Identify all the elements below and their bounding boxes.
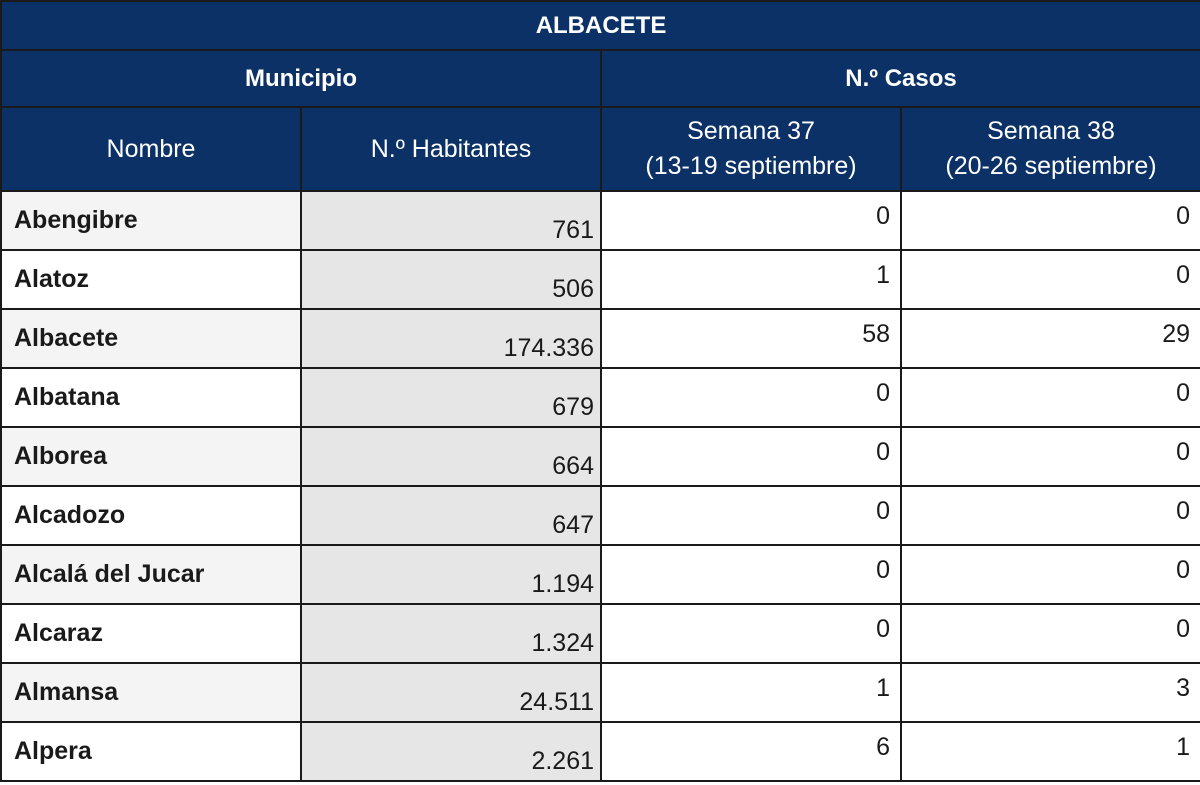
cell-semana38: 0 bbox=[901, 486, 1200, 545]
cell-nombre: Albatana bbox=[1, 368, 301, 427]
cell-semana37: 0 bbox=[601, 545, 901, 604]
cell-habitantes: 1.194 bbox=[301, 545, 601, 604]
table-row bbox=[1, 722, 1200, 781]
cell-habitantes: 647 bbox=[301, 486, 601, 545]
cell-semana38: 0 bbox=[901, 604, 1200, 663]
cell-habitantes: 679 bbox=[301, 368, 601, 427]
cell-nombre: Alcaraz bbox=[1, 604, 301, 663]
group-header-row bbox=[1, 50, 1200, 107]
cell-semana37: 1 bbox=[601, 250, 901, 309]
cell-nombre: Alcalá del Jucar bbox=[1, 545, 301, 604]
cell-habitantes: 2.261 bbox=[301, 722, 601, 781]
cell-semana37: 1 bbox=[601, 663, 901, 722]
cell-semana38: 3 bbox=[901, 663, 1200, 722]
group-header-municipio: Municipio bbox=[1, 50, 601, 107]
cell-semana38: 29 bbox=[901, 309, 1200, 368]
cell-semana38: 0 bbox=[901, 191, 1200, 250]
cell-nombre: Alborea bbox=[1, 427, 301, 486]
cell-habitantes: 664 bbox=[301, 427, 601, 486]
semana38-label: Semana 38 bbox=[987, 117, 1115, 145]
semana38-dates: (20-26 septiembre) bbox=[945, 152, 1157, 180]
title-row bbox=[1, 1, 1200, 50]
cell-semana37: 0 bbox=[601, 368, 901, 427]
column-header-row bbox=[1, 107, 1200, 191]
table-row bbox=[1, 604, 1200, 663]
table-row bbox=[1, 486, 1200, 545]
semana37-dates: (13-19 septiembre) bbox=[645, 152, 857, 180]
group-header-casos: N.º Casos bbox=[601, 50, 1200, 107]
cell-habitantes: 1.324 bbox=[301, 604, 601, 663]
column-header-semana37 bbox=[601, 107, 901, 191]
cell-semana37: 0 bbox=[601, 191, 901, 250]
column-header-semana38 bbox=[901, 107, 1200, 191]
cell-semana38: 0 bbox=[901, 545, 1200, 604]
table-row bbox=[1, 427, 1200, 486]
cell-semana37: 0 bbox=[601, 427, 901, 486]
cell-semana37: 58 bbox=[601, 309, 901, 368]
table-body bbox=[1, 191, 1200, 781]
cell-habitantes: 506 bbox=[301, 250, 601, 309]
semana37-label: Semana 37 bbox=[687, 117, 815, 145]
table-row bbox=[1, 309, 1200, 368]
cell-habitantes: 24.511 bbox=[301, 663, 601, 722]
cell-nombre: Almansa bbox=[1, 663, 301, 722]
cell-nombre: Alcadozo bbox=[1, 486, 301, 545]
cell-semana37: 0 bbox=[601, 604, 901, 663]
cell-semana37: 6 bbox=[601, 722, 901, 781]
column-header-nombre: Nombre bbox=[1, 107, 301, 191]
cell-semana38: 0 bbox=[901, 368, 1200, 427]
table-row bbox=[1, 250, 1200, 309]
column-header-habitantes: N.º Habitantes bbox=[301, 107, 601, 191]
cell-nombre: Alatoz bbox=[1, 250, 301, 309]
cell-semana37: 0 bbox=[601, 486, 901, 545]
cell-nombre: Abengibre bbox=[1, 191, 301, 250]
table-row bbox=[1, 368, 1200, 427]
cell-semana38: 1 bbox=[901, 722, 1200, 781]
cell-semana38: 0 bbox=[901, 427, 1200, 486]
table-row bbox=[1, 545, 1200, 604]
cell-habitantes: 761 bbox=[301, 191, 601, 250]
table-header bbox=[1, 1, 1200, 191]
province-title: ALBACETE bbox=[1, 1, 1200, 50]
cell-nombre: Albacete bbox=[1, 309, 301, 368]
table-row bbox=[1, 663, 1200, 722]
cell-nombre: Alpera bbox=[1, 722, 301, 781]
table-row bbox=[1, 191, 1200, 250]
cell-habitantes: 174.336 bbox=[301, 309, 601, 368]
cell-semana38: 0 bbox=[901, 250, 1200, 309]
